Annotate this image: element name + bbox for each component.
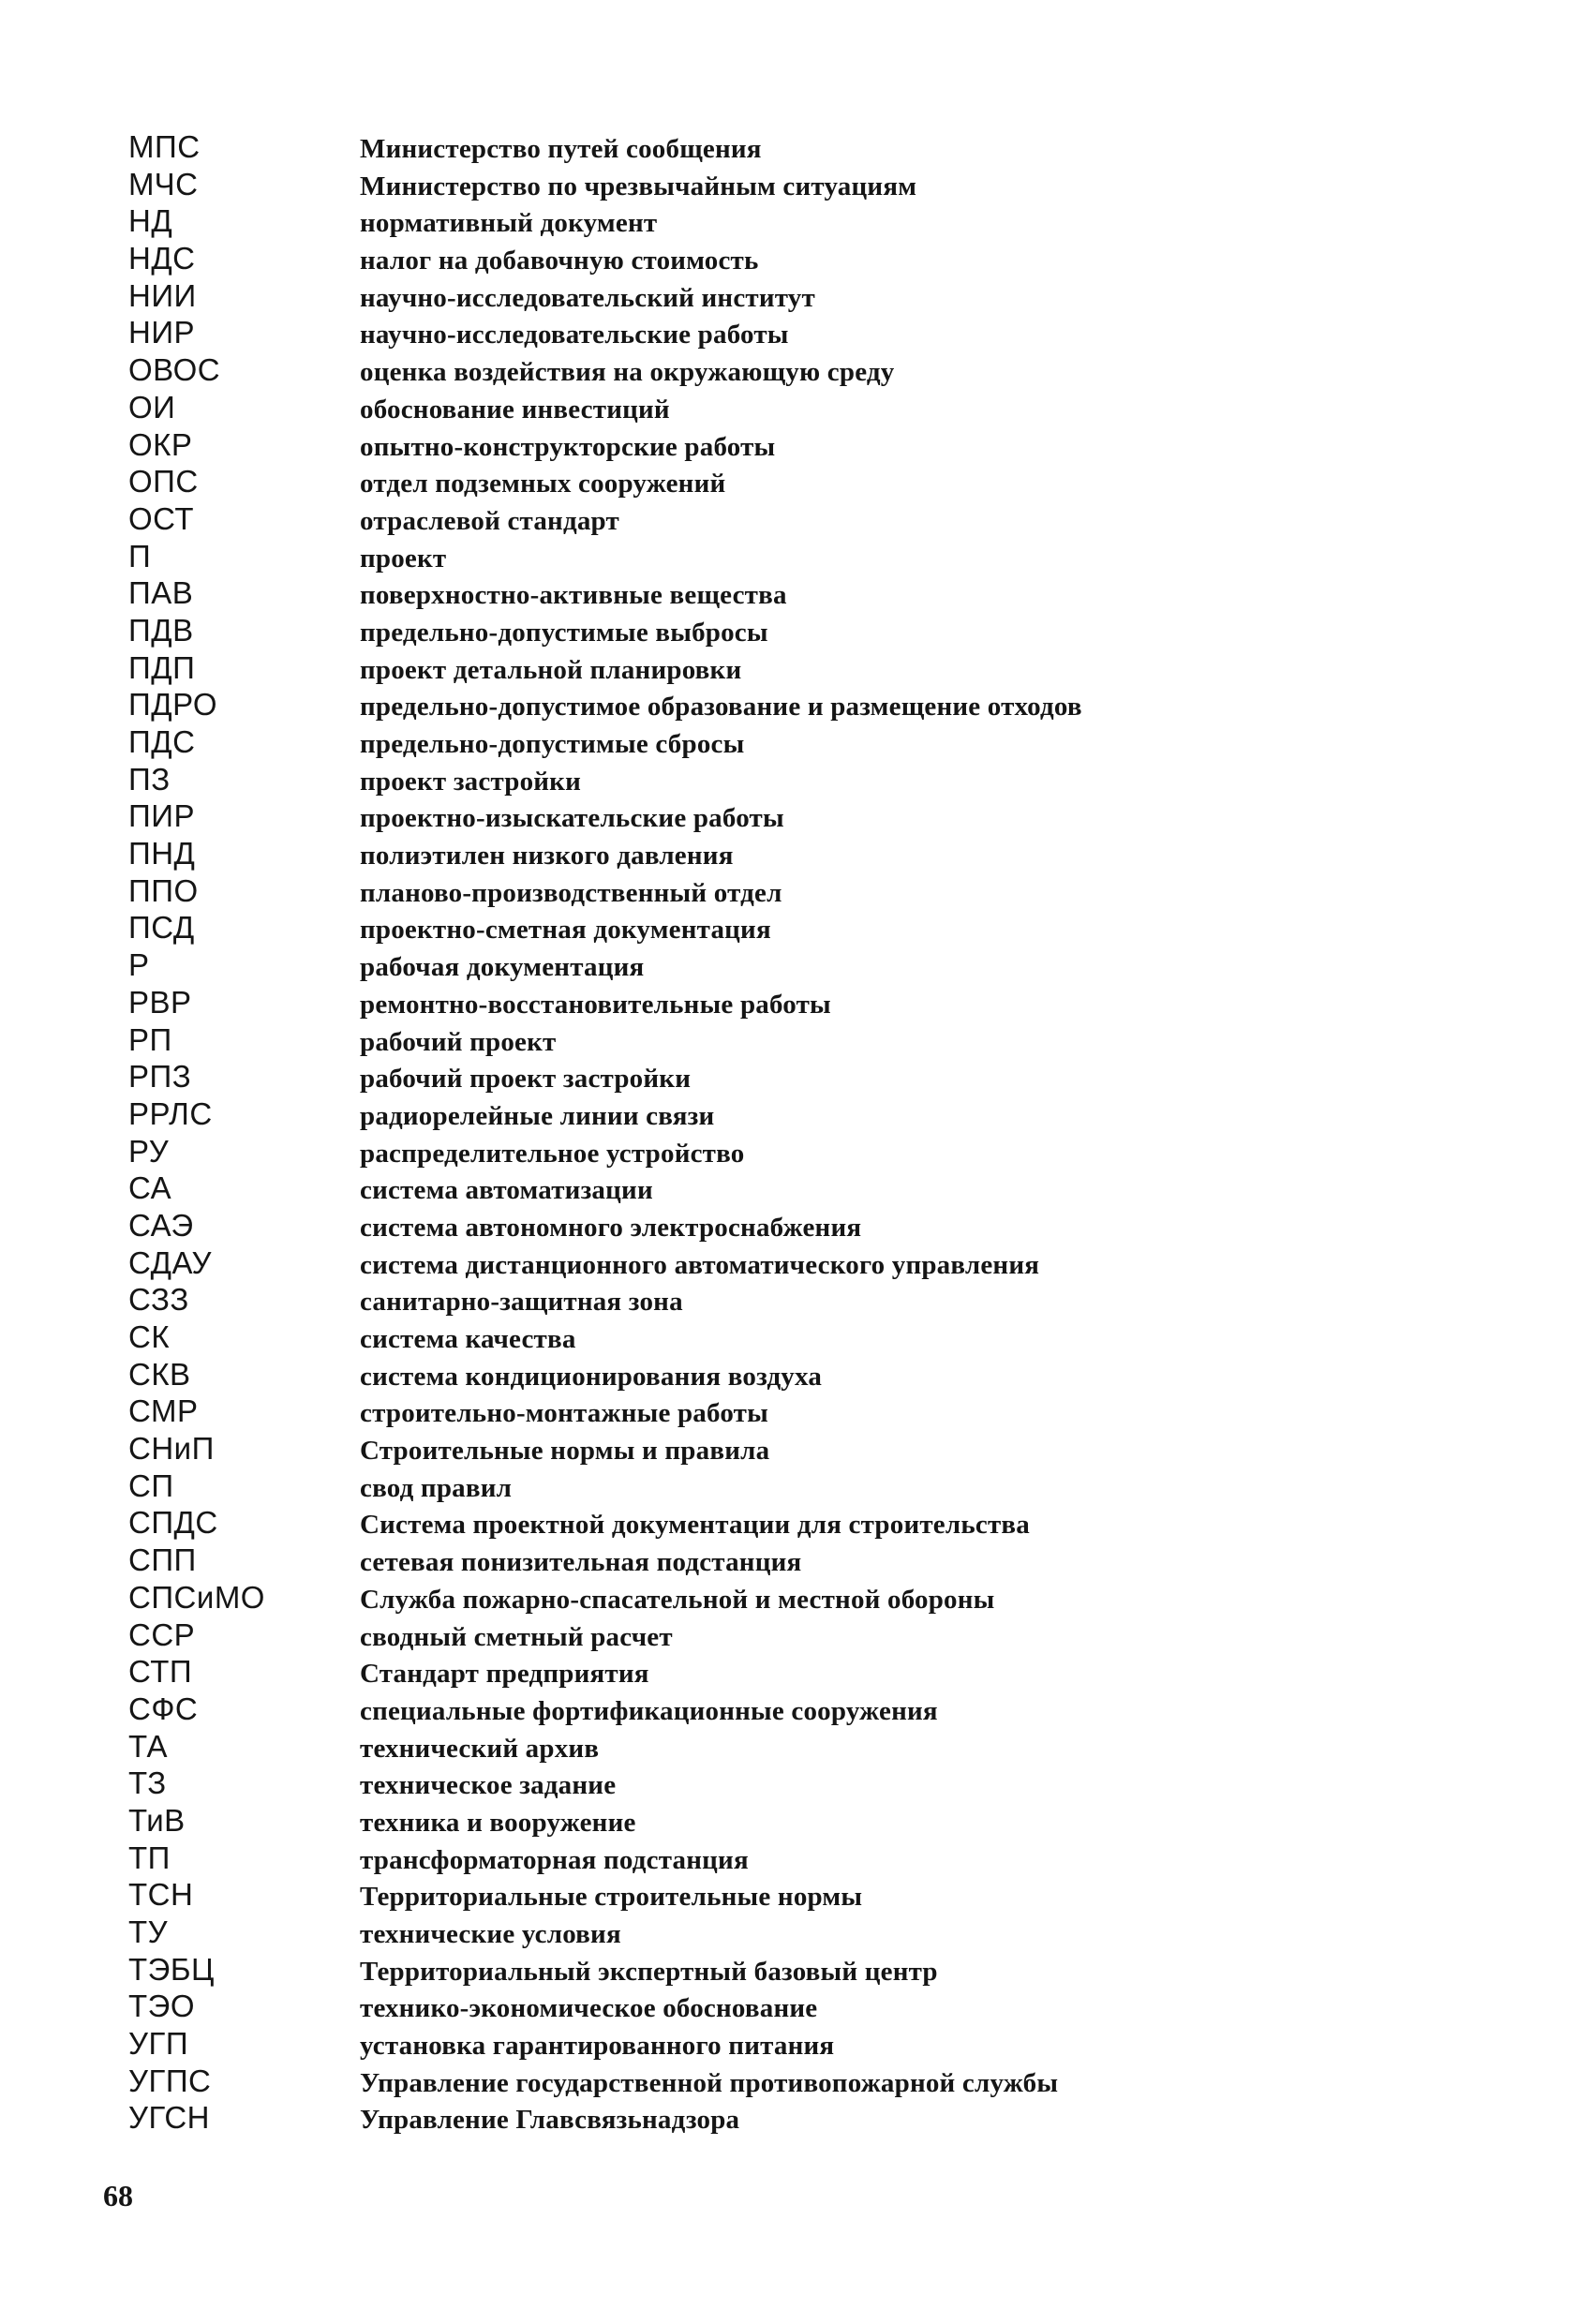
abbreviation: ПИР — [128, 798, 195, 834]
glossary-row — [128, 1505, 1459, 1542]
abbreviation: НДС — [128, 241, 196, 276]
glossary-row — [128, 1468, 1459, 1506]
definition: Управление государственной противопожарной службы — [360, 2067, 1059, 2098]
glossary-row — [128, 575, 1459, 613]
glossary-row — [128, 1245, 1459, 1283]
abbreviation: НИИ — [128, 277, 197, 313]
glossary-row — [128, 278, 1459, 316]
glossary-row — [128, 427, 1459, 465]
definition: отраслевой стандарт — [360, 505, 619, 536]
definition: сетевая понизительная подстанция — [360, 1547, 802, 1578]
abbreviation-rows — [128, 129, 1459, 2138]
definition: предельно-допустимые сбросы — [360, 729, 745, 759]
definition: нормативный документ — [360, 208, 658, 239]
glossary-row — [128, 129, 1459, 167]
definition: научно-исследовательские работы — [360, 320, 789, 350]
glossary-row — [128, 315, 1459, 352]
definition: специальные фортификационные сооружения — [360, 1695, 938, 1726]
glossary-row — [128, 1580, 1459, 1617]
definition: Территориальные строительные нормы — [360, 1882, 863, 1913]
glossary-row — [128, 947, 1459, 985]
definition: технические условия — [360, 1919, 621, 1949]
definition: система автоматизации — [360, 1175, 653, 1206]
glossary-row — [128, 1840, 1459, 1878]
abbreviation: ПДВ — [128, 612, 194, 648]
abbreviation: П — [128, 538, 152, 574]
definition: строительно-монтажные работы — [360, 1398, 768, 1429]
glossary-row — [128, 501, 1459, 539]
abbreviation: САЭ — [128, 1207, 194, 1243]
abbreviation: УГПС — [128, 2063, 212, 2098]
glossary-row — [128, 985, 1459, 1022]
definition: рабочий проект — [360, 1026, 557, 1057]
abbreviation: ТЭБЦ — [128, 1951, 215, 1987]
glossary-row — [128, 1765, 1459, 1803]
abbreviation: ПНД — [128, 836, 196, 872]
definition: рабочий проект застройки — [360, 1064, 692, 1095]
abbreviation: СП — [128, 1467, 174, 1503]
glossary-row — [128, 2063, 1459, 2101]
abbreviation: ОВОС — [128, 352, 221, 388]
glossary-row — [128, 1319, 1459, 1357]
abbreviation: СЗЗ — [128, 1282, 189, 1318]
definition: свод правил — [360, 1472, 513, 1503]
abbreviation: ПДС — [128, 724, 196, 759]
abbreviation: СПДС — [128, 1505, 218, 1541]
glossary-row — [128, 464, 1459, 501]
abbreviation: ОСТ — [128, 500, 195, 536]
glossary-row — [128, 1989, 1459, 2026]
glossary-row — [128, 1654, 1459, 1691]
abbreviation: ПСД — [128, 910, 195, 946]
abbreviation-list — [128, 129, 1459, 2138]
definition: система кондиционирования воздуха — [360, 1361, 823, 1392]
abbreviation: РРЛС — [128, 1095, 213, 1131]
glossary-row — [128, 1059, 1459, 1096]
glossary-row — [128, 539, 1459, 576]
abbreviation: ТиВ — [128, 1802, 186, 1838]
glossary-row — [128, 1096, 1459, 1134]
abbreviation: СТП — [128, 1654, 193, 1690]
definition: трансформаторная подстанция — [360, 1844, 749, 1875]
glossary-row — [128, 390, 1459, 427]
abbreviation: МЧС — [128, 166, 199, 201]
definition: проект застройки — [360, 766, 581, 797]
definition: Служба пожарно-спасательной и местной обороны — [360, 1584, 995, 1615]
definition: проект — [360, 543, 447, 574]
glossary-row — [128, 1357, 1459, 1394]
definition: поверхностно-активные вещества — [360, 580, 787, 611]
glossary-row — [128, 687, 1459, 724]
abbreviation: ПАВ — [128, 575, 194, 611]
definition: отдел подземных сооружений — [360, 469, 726, 499]
definition: налог на добавочную стоимость — [360, 246, 759, 276]
glossary-row — [128, 1170, 1459, 1208]
abbreviation: РП — [128, 1021, 172, 1057]
glossary-row — [128, 650, 1459, 688]
definition: научно-исследовательский институт — [360, 282, 815, 313]
abbreviation: РПЗ — [128, 1059, 192, 1095]
glossary-row — [128, 762, 1459, 799]
glossary-row — [128, 1952, 1459, 1989]
glossary-row — [128, 798, 1459, 836]
abbreviation: ОКР — [128, 426, 193, 462]
glossary-row — [128, 1729, 1459, 1766]
glossary-row — [128, 1022, 1459, 1060]
abbreviation: Р — [128, 947, 150, 983]
abbreviation: МПС — [128, 129, 201, 164]
glossary-row — [128, 910, 1459, 947]
definition: обоснование инвестиций — [360, 394, 670, 425]
abbreviation: ППО — [128, 872, 199, 908]
glossary-row — [128, 241, 1459, 278]
abbreviation: ССР — [128, 1616, 196, 1652]
glossary-row — [128, 724, 1459, 762]
glossary-row — [128, 1803, 1459, 1840]
definition: предельно-допустимое образование и размещение отходов — [360, 692, 1082, 723]
definition: Министерство путей сообщения — [360, 134, 762, 164]
glossary-row — [128, 873, 1459, 911]
definition: Территориальный экспертный базовый центр — [360, 1956, 938, 1987]
abbreviation: ПДРО — [128, 687, 218, 723]
abbreviation: СПП — [128, 1542, 197, 1578]
glossary-row — [128, 1134, 1459, 1171]
abbreviation: СМР — [128, 1393, 199, 1429]
abbreviation: НД — [128, 203, 173, 239]
abbreviation: ПЗ — [128, 761, 171, 797]
definition: система дистанционного автоматического управления — [360, 1249, 1040, 1280]
definition: установка гарантированного питания — [360, 2031, 835, 2062]
abbreviation: РУ — [128, 1133, 170, 1169]
glossary-row — [128, 1691, 1459, 1729]
definition: технико-экономическое обоснование — [360, 1993, 818, 2024]
definition: предельно-допустимые выбросы — [360, 617, 768, 648]
glossary-row — [128, 1877, 1459, 1914]
glossary-row — [128, 1542, 1459, 1580]
glossary-row — [128, 1208, 1459, 1245]
glossary-row — [128, 352, 1459, 390]
abbreviation: УГП — [128, 2026, 189, 2062]
definition: технический архив — [360, 1733, 600, 1764]
definition: ремонтно-восстановительные работы — [360, 989, 831, 1020]
definition: Стандарт предприятия — [360, 1659, 649, 1690]
abbreviation: ТУ — [128, 1914, 169, 1949]
abbreviation: СДАУ — [128, 1244, 212, 1280]
abbreviation: СФС — [128, 1691, 199, 1726]
definition: система качества — [360, 1324, 576, 1354]
page-number: 68 — [103, 2179, 133, 2212]
definition: оценка воздействия на окружающую среду — [360, 357, 895, 388]
abbreviation: СА — [128, 1170, 172, 1206]
definition: проект детальной планировки — [360, 654, 742, 685]
definition: рабочая документация — [360, 952, 645, 983]
definition: система автономного электроснабжения — [360, 1212, 862, 1243]
abbreviation: СНиП — [128, 1431, 215, 1467]
abbreviation: НИР — [128, 315, 196, 350]
abbreviation: ТЭО — [128, 1989, 196, 2024]
glossary-row — [128, 613, 1459, 650]
definition: планово-производственный отдел — [360, 877, 782, 908]
definition: Министерство по чрезвычайным ситуациям — [360, 171, 917, 201]
glossary-row — [128, 1431, 1459, 1468]
glossary-row — [128, 836, 1459, 873]
definition: Управление Главсвязьнадзора — [360, 2105, 740, 2136]
abbreviation: ПДП — [128, 649, 196, 685]
abbreviation: СКВ — [128, 1356, 191, 1392]
definition: полиэтилен низкого давления — [360, 841, 734, 872]
abbreviation: ТЗ — [128, 1765, 167, 1801]
definition: радиорелейные линии связи — [360, 1100, 715, 1131]
abbreviation: ТА — [128, 1728, 169, 1764]
glossary-row — [128, 1282, 1459, 1319]
abbreviation: ОПС — [128, 464, 199, 499]
glossary-row — [128, 1617, 1459, 1655]
definition: сводный сметный расчет — [360, 1621, 673, 1652]
abbreviation: СК — [128, 1319, 171, 1354]
glossary-row — [128, 1393, 1459, 1431]
glossary-row — [128, 1914, 1459, 1952]
definition: опытно-конструкторские работы — [360, 431, 776, 462]
definition: проектно-сметная документация — [360, 915, 771, 946]
abbreviation: ТСН — [128, 1877, 194, 1913]
definition: Система проектной документации для строительства — [360, 1510, 1030, 1541]
abbreviation: УГСН — [128, 2100, 211, 2136]
abbreviation: ОИ — [128, 389, 176, 425]
abbreviation: ТП — [128, 1840, 171, 1875]
definition: санитарно-защитная зона — [360, 1287, 683, 1318]
definition: техническое задание — [360, 1770, 617, 1801]
glossary-row — [128, 203, 1459, 241]
definition: техника и вооружение — [360, 1807, 636, 1838]
abbreviation: СПСиМО — [128, 1579, 265, 1615]
definition: проектно-изыскательские работы — [360, 803, 784, 834]
definition: Строительные нормы и правила — [360, 1436, 770, 1467]
glossary-row — [128, 2026, 1459, 2063]
glossary-row — [128, 167, 1459, 204]
definition: распределительное устройство — [360, 1138, 745, 1169]
glossary-row — [128, 2100, 1459, 2138]
abbreviation: РВР — [128, 984, 192, 1020]
